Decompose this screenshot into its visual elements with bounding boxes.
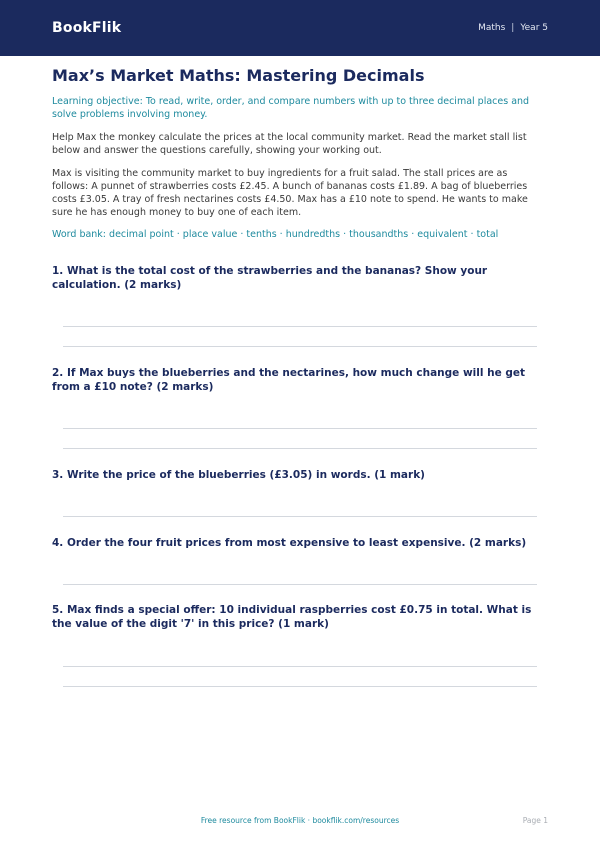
learning-objective: Learning objective: To read, write, order, and compare numbers with up to three decimal places and solve problems involving money. <box>52 96 530 120</box>
page-title: Max’s Market Maths: Mastering Decimals <box>52 66 425 85</box>
question-2: 2. If Max buys the blueberries and the nectarines, how much change will he get from a £10 note? (2 marks) <box>52 367 526 393</box>
page-number: Page 1 <box>522 816 548 825</box>
question-1: 1. What is the total cost of the strawberries and the bananas? Show your calculation. (2 marks) <box>52 265 488 291</box>
brand-logo-text: BookFlik <box>52 20 122 36</box>
word-bank: Word bank: decimal point · place value · tenths · hundredths · thousandths · equivalent · total <box>52 229 499 240</box>
header-meta <box>478 23 548 33</box>
answer-line[interactable] <box>63 326 537 327</box>
footer-text: Free resource from BookFlik · bookflik.com/resources <box>200 816 400 825</box>
answer-line[interactable] <box>63 448 537 449</box>
answer-line[interactable] <box>63 686 537 687</box>
question-4: 4. Order the four fruit prices from most expensive to least expensive. (2 marks) <box>52 537 527 549</box>
year-label: Year 5 <box>520 23 548 33</box>
answer-line[interactable] <box>63 516 537 517</box>
meta-separator: | <box>511 23 515 33</box>
scenario-paragraph: Max is visiting the community market to buy ingredients for a fruit salad. The stall prices are as follows: A punnet of strawberries costs £2.45. A bunch of bananas costs £1.89. A bag of blueberries costs £3.05. A tray of fresh nectarines costs £4.50. Max has a £10 note to spend. He wants to make sure he has enough money to buy one of each item. <box>52 168 528 218</box>
intro-paragraph: Help Max the monkey calculate the prices at the local community market. Read the market stall list below and answer the questions carefully, showing your working out. <box>52 132 527 156</box>
answer-line[interactable] <box>63 346 537 347</box>
answer-line[interactable] <box>63 584 537 585</box>
question-3: 3. Write the price of the blueberries (£3.05) in words. (1 mark) <box>52 469 425 481</box>
answer-line[interactable] <box>63 428 537 429</box>
subject-label: Maths <box>478 23 506 33</box>
question-5: 5. Max finds a special offer: 10 individual raspberries cost £0.75 in total. What is the value of the digit '7' in this price? (1 mark) <box>52 604 532 630</box>
intro-section <box>52 66 540 241</box>
answer-line[interactable] <box>63 666 537 667</box>
page-header <box>0 0 600 56</box>
